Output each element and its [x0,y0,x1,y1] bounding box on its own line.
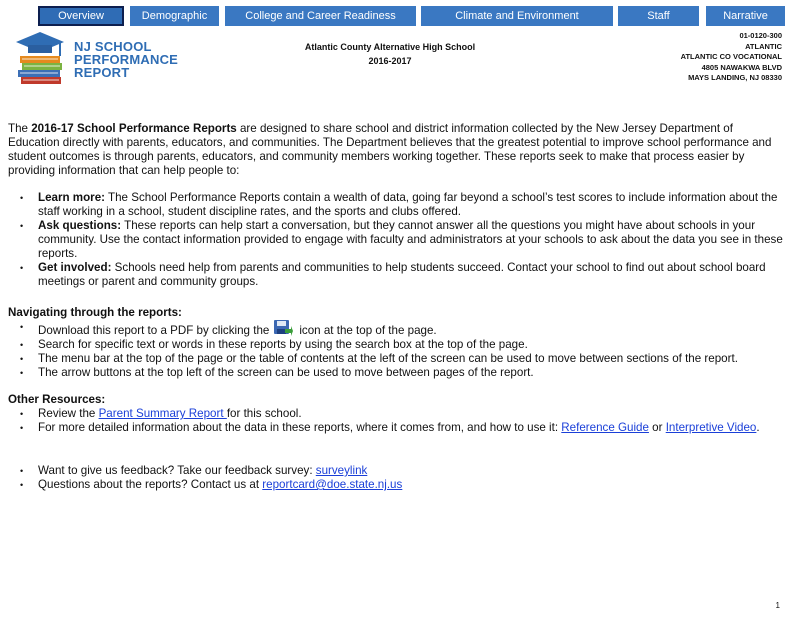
page-number: 1 [775,601,780,610]
tab-overview[interactable]: Overview [38,6,124,26]
list-item [8,219,784,261]
survey-link[interactable]: surveylink [315,464,368,477]
city: MAYS LANDING, NJ 08330 [688,73,782,82]
feedback-text: Want to give us feedback? Take our feedback survey: [38,464,316,477]
resources-heading: Other Resources: [8,393,106,406]
nj-school-performance-logo [12,30,187,90]
district: ATLANTIC CO VOCATIONAL [680,52,782,61]
review-text-end: for this school. [226,407,302,420]
pdf-instruction: Download this report to a PDF by clicking the [38,324,270,337]
email-link[interactable]: reportcard@doe.state.nj.us [262,478,403,491]
tab-staff[interactable]: Staff [618,6,699,26]
school-address [681,31,782,84]
reference-guide-link[interactable]: Reference Guide [561,421,649,434]
logo-text [74,40,178,79]
bullet-text: The School Performance Reports contain a wealth of data, going far beyond a school’s test scores to include information about the staff working in a school, student discipline rates, and the sports and clubs offered. [38,191,778,218]
detail-text: For more detailed information about the data in these reports, where it comes from, and how to use it: [38,421,562,434]
school-year: 2016-2017 [368,56,412,66]
interpretive-video-link[interactable]: Interpretive Video [665,421,757,434]
navigating-heading: Navigating through the reports: [8,306,182,319]
logo-line-1: NJ SCHOOL [74,39,152,54]
list-item [8,478,784,492]
list-item [8,320,784,338]
school-header [270,40,510,68]
list-item [8,464,784,478]
list-item [8,261,784,289]
save-pdf-icon[interactable] [273,320,293,338]
street: 4805 NAWAKWA BLVD [701,62,782,72]
list-item [8,191,784,219]
list-item: • The arrow buttons at the top left of the screen can be used to move between pages of the report. [8,366,784,380]
period-text: . [756,421,760,434]
school-code: 01-0120-300 [739,31,782,40]
list-item: • Search for specific text or words in these reports by using the search box at the top of the page. [8,338,784,352]
bullet-text: These reports can help start a conversation, but they cannot answer all the questions you might have about schools in your community. Use the contact information provided to engage with faculty and administrators at your schools to ask about the data you see in these reports. [38,219,783,260]
school-name: Atlantic County Alternative High School [304,42,476,52]
or-text: or [648,421,666,434]
bullet-text: Schools need help from parents and communities to help students succeed. Contact your school to find out about school board meetings or parent and community groups. [38,261,766,288]
questions-text: Questions about the reports? Contact us at [38,478,263,491]
intro-post: are designed to share school and district information collected by the New Jersey Department of Education directly with parents, educators, and communities. The Department believes that the greatest potential to improve school performance and student outcomes is through parents, educators, and community members working together. These reports seek to make that process easier by providing information that can help people to: [8,122,772,177]
tab-demographic[interactable]: Demographic [130,6,219,26]
logo-line-3: REPORT [74,65,130,80]
purpose-list [8,191,784,289]
tab-college-career[interactable]: College and Career Readiness [225,6,416,26]
tab-narrative[interactable]: Narrative [706,6,785,26]
main-content [8,122,784,492]
parent-summary-link[interactable]: Parent Summary Report [98,407,227,420]
books-graduation-cap-icon [12,30,74,90]
intro-pre: The [8,122,32,135]
logo-line-2: PERFORMANCE [74,52,179,67]
intro-paragraph [8,122,784,178]
feedback-list [8,464,784,492]
resources-list [8,407,784,435]
intro-bold: 2016-17 School Performance Reports [31,122,237,135]
navigating-list [8,320,784,380]
list-item: • The menu bar at the top of the page or the table of contents at the left of the screen can be used to move between sections of the report. [8,352,784,366]
list-item [8,421,784,435]
review-text: Review the [38,407,99,420]
tab-climate-environment[interactable]: Climate and Environment [421,6,613,26]
top-nav [0,6,800,26]
bullet-label: Learn more: [38,191,106,204]
list-item [8,407,784,421]
bullet-label: Ask questions: [38,219,122,232]
county: ATLANTIC [745,41,782,51]
bullet-label: Get involved: [38,261,112,274]
pdf-instruction-end: icon at the top of the page. [299,324,437,337]
